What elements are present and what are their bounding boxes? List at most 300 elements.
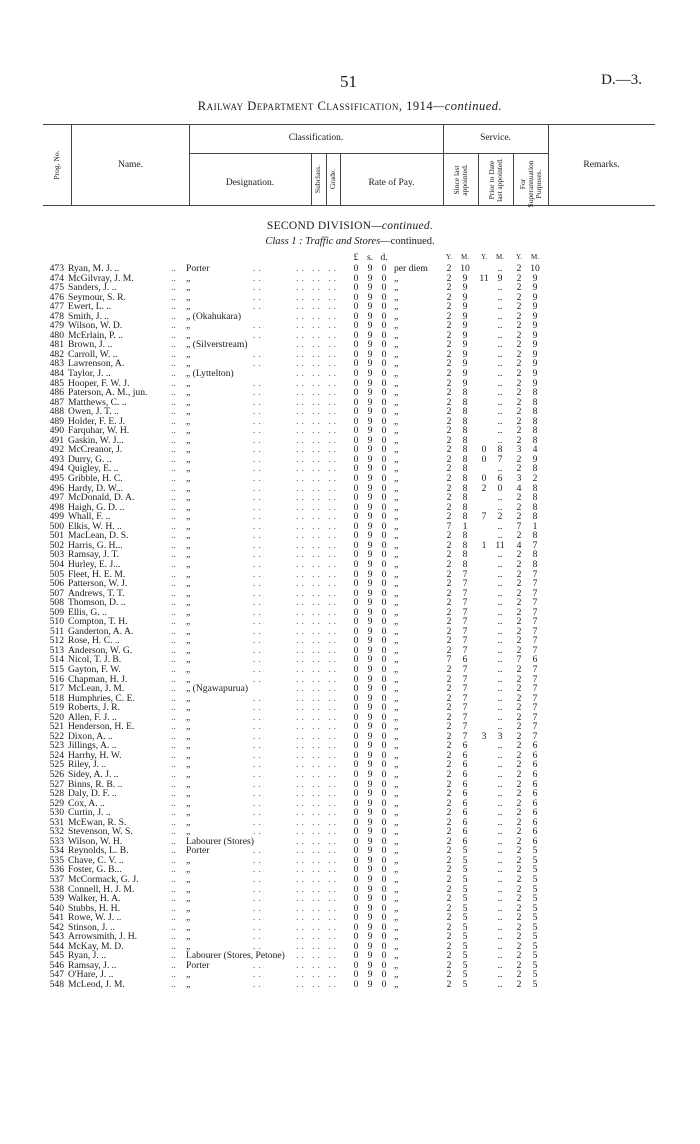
since-months: 8: [462, 406, 468, 418]
since-months: 6: [462, 778, 468, 790]
since-years: 2: [446, 749, 452, 761]
prior-months: 2: [497, 511, 503, 523]
since-months: 7: [462, 683, 468, 695]
designation: „: [186, 348, 191, 360]
pay-pence: 0: [381, 673, 387, 685]
pay-shillings: 9: [367, 874, 373, 885]
pay-pounds: 0: [353, 368, 359, 380]
leader-dots: .. .. ..: [296, 663, 340, 675]
leader-dots: ..: [171, 387, 176, 399]
employee-name: Connell, H. J. M.: [68, 883, 135, 895]
leader-dots: .. .. ..: [296, 320, 340, 332]
super-months: 9: [532, 291, 538, 303]
pay-pence: 0: [381, 931, 387, 943]
prog-no: 488: [49, 406, 64, 418]
leader-dots: ..: [253, 816, 264, 828]
super-years: 2: [516, 463, 522, 475]
leader-dots: .. .. ..: [296, 463, 340, 475]
pay-shillings: 9: [367, 539, 373, 551]
prog-no: 522: [49, 730, 64, 742]
pay-shillings: 9: [367, 482, 373, 494]
since-months: 7: [462, 692, 468, 704]
pay-shillings: 9: [367, 406, 373, 418]
prior-months: ..: [497, 768, 503, 780]
leader-dots: ..: [171, 635, 176, 647]
employee-name: Elkis, W. H. ..: [68, 520, 122, 532]
since-months: 5: [462, 940, 468, 952]
pay-pence: 0: [381, 969, 387, 981]
super-months: 8: [532, 406, 538, 418]
superannuation-header: For Superannuation Purposes.: [518, 160, 543, 208]
prog-no: 547: [49, 969, 64, 981]
pay-shillings: 9: [367, 807, 373, 819]
leader-dots: ..: [253, 778, 264, 790]
designation: „: [186, 425, 191, 437]
pay-pence: 0: [381, 845, 387, 857]
leader-dots: ..: [171, 740, 176, 752]
super-years: 2: [516, 377, 522, 389]
prior-months: ..: [497, 434, 503, 446]
pay-pounds: 0: [353, 797, 359, 809]
super-years: 2: [516, 893, 522, 905]
since-years: 2: [446, 663, 452, 675]
pay-pence: 0: [381, 578, 387, 590]
leader-dots: ..: [253, 282, 264, 294]
super-years: 2: [516, 453, 522, 465]
super-months: 8: [532, 501, 538, 513]
since-months: 9: [462, 368, 468, 380]
super-months: 5: [532, 979, 538, 991]
since-months: 8: [462, 558, 468, 570]
pay-period: „: [394, 854, 399, 866]
designation: „: [186, 711, 191, 723]
pay-pounds: 0: [353, 558, 359, 570]
super-years: 2: [516, 578, 522, 590]
pay-pence: 0: [381, 587, 387, 599]
pay-period: „: [394, 310, 399, 322]
leader-dots: ..: [171, 415, 176, 427]
employee-name: Matthews, C. ..: [68, 396, 127, 408]
since-years: 2: [446, 348, 452, 360]
pay-shillings: 9: [367, 272, 373, 284]
super-months: 6: [532, 788, 538, 800]
pay-shillings: 9: [367, 673, 373, 685]
employee-name: Thomson, D. ..: [68, 597, 126, 609]
pay-pounds: 0: [353, 425, 359, 437]
pay-period: „: [394, 912, 399, 924]
since-years: 2: [446, 434, 452, 446]
leader-dots: ..: [171, 434, 176, 446]
prior-months: ..: [497, 387, 503, 399]
since-years: 2: [446, 797, 452, 809]
pay-pounds: 0: [353, 788, 359, 800]
pay-period: „: [394, 358, 399, 370]
prior-months: ..: [497, 940, 503, 952]
pay-pounds: 0: [353, 530, 359, 542]
designation: „: [186, 902, 191, 914]
division-name: SECOND DIVISION: [266, 220, 372, 232]
pay-period: „: [394, 425, 399, 437]
since-years: 7: [446, 654, 452, 666]
leader-dots: .. .. ..: [296, 339, 340, 351]
leader-dots: ..: [171, 644, 176, 656]
unit-months-prior: M.: [496, 253, 504, 261]
employee-name: Owen, J. T. ..: [68, 406, 119, 418]
since-years: 2: [446, 482, 452, 494]
designation: „: [186, 473, 191, 485]
leader-dots: .. .. ..: [296, 692, 340, 704]
prior-months: ..: [497, 797, 503, 809]
super-years: 2: [516, 721, 522, 733]
prior-months: 6: [497, 473, 503, 485]
since-months: 8: [462, 492, 468, 504]
leader-dots: ..: [171, 473, 176, 485]
pay-pence: 0: [381, 702, 387, 714]
pay-pence: 0: [381, 816, 387, 828]
super-months: 7: [532, 539, 538, 551]
leader-dots: ..: [171, 530, 176, 542]
pay-period: „: [394, 291, 399, 303]
super-months: 5: [532, 893, 538, 905]
pay-period: „: [394, 406, 399, 418]
since-months: 6: [462, 797, 468, 809]
prior-months: ..: [497, 606, 503, 618]
leader-dots: .. .. ..: [296, 501, 340, 513]
pay-pence: 0: [381, 263, 387, 274]
pay-pence: 0: [381, 654, 387, 666]
pay-pounds: 0: [353, 473, 359, 485]
prog-no: 502: [49, 539, 64, 551]
leader-dots: ..: [171, 835, 176, 847]
leader-dots: ..: [171, 711, 176, 723]
pay-pounds: 0: [353, 568, 359, 580]
designation: „: [186, 291, 191, 303]
prior-months: ..: [497, 835, 503, 847]
prior-months: ..: [497, 893, 503, 905]
pay-pounds: 0: [353, 979, 359, 991]
pay-shillings: 9: [367, 320, 373, 332]
pay-shillings: 9: [367, 549, 373, 561]
leader-dots: ..: [253, 539, 264, 551]
page-title: [0, 99, 700, 114]
pay-pence: 0: [381, 511, 387, 523]
prog-no: 530: [49, 807, 64, 819]
prior-months: ..: [497, 931, 503, 943]
employee-name: McLean, J. M.: [68, 683, 125, 695]
prog-no: 492: [49, 444, 64, 456]
designation: „: [186, 673, 191, 685]
pay-period: „: [394, 902, 399, 914]
since-months: 6: [462, 807, 468, 819]
super-years: 2: [516, 788, 522, 800]
employee-name: Brown, J. ..: [68, 339, 113, 351]
pay-pounds: 0: [353, 721, 359, 733]
super-months: 7: [532, 692, 538, 704]
leader-dots: ..: [171, 683, 176, 695]
leader-dots: ..: [253, 549, 264, 561]
pay-pence: 0: [381, 606, 387, 618]
prog-no: 493: [49, 453, 64, 465]
leader-dots: ..: [253, 893, 264, 905]
super-years: 2: [516, 501, 522, 513]
unit-pence: d.: [380, 253, 388, 263]
prior-months: 11: [495, 539, 505, 551]
leader-dots: ..: [253, 912, 264, 924]
pay-pence: 0: [381, 358, 387, 370]
pay-pounds: 0: [353, 310, 359, 322]
leader-dots: .. .. ..: [296, 539, 340, 551]
leader-dots: .. .. ..: [296, 511, 340, 523]
leader-dots: ..: [171, 282, 176, 294]
prog-no: 497: [49, 492, 64, 504]
prog-no: 543: [49, 931, 64, 943]
prog-no: 494: [49, 463, 64, 475]
prog-no: 535: [49, 854, 64, 866]
employee-name: Arrowsmith, J. H.: [68, 931, 138, 943]
leader-dots: ..: [171, 578, 176, 590]
super-months: 8: [532, 434, 538, 446]
leader-dots: ..: [171, 587, 176, 599]
pay-pence: 0: [381, 902, 387, 914]
pay-period: „: [394, 740, 399, 752]
leader-dots: .. .. ..: [296, 768, 340, 780]
employee-name: McCreanor, J.: [68, 444, 123, 456]
leader-dots: ..: [253, 711, 264, 723]
prior-months: 9: [497, 272, 503, 284]
super-years: 2: [516, 759, 522, 771]
pay-shillings: 9: [367, 310, 373, 322]
employee-name: O'Hare, J. ..: [68, 969, 114, 981]
pay-pounds: 0: [353, 683, 359, 695]
employee-name: Stinson, J. ..: [68, 921, 115, 933]
page-number: 51: [340, 72, 357, 91]
prog-no: 524: [49, 749, 64, 761]
leader-dots: ..: [171, 673, 176, 685]
leader-dots: ..: [171, 406, 176, 418]
prior-months: ..: [497, 530, 503, 542]
leader-dots: .. .. ..: [296, 835, 340, 847]
super-years: 2: [516, 282, 522, 294]
pay-shillings: 9: [367, 415, 373, 427]
prog-no: 481: [49, 339, 64, 351]
super-months: 9: [532, 377, 538, 389]
employee-name: Sanders, J. ..: [68, 282, 117, 294]
employee-name: Dixon, A. ..: [68, 730, 113, 742]
pay-period: „: [394, 835, 399, 847]
designation: „: [186, 874, 191, 885]
class-prefix: Class 1 :: [265, 236, 303, 247]
super-months: 5: [532, 864, 538, 876]
pay-pence: 0: [381, 291, 387, 303]
since-months: 5: [462, 950, 468, 962]
leader-dots: ..: [253, 654, 264, 666]
super-months: 9: [532, 453, 538, 465]
pay-shillings: 9: [367, 788, 373, 800]
super-years: 2: [516, 320, 522, 332]
pay-shillings: 9: [367, 425, 373, 437]
super-months: 5: [532, 959, 538, 971]
pay-pence: 0: [381, 749, 387, 761]
employee-name: Binns, R. B. ..: [68, 778, 123, 790]
super-years: 2: [516, 301, 522, 313]
employee-name: Andrews, T. T.: [68, 587, 125, 599]
pay-shillings: 9: [367, 434, 373, 446]
classification-header: Classification.: [288, 133, 344, 143]
since-months: 6: [462, 788, 468, 800]
leader-dots: ..: [171, 902, 176, 914]
pay-period: „: [394, 272, 399, 284]
super-years: 2: [516, 673, 522, 685]
super-months: 5: [532, 931, 538, 943]
since-months: 5: [462, 912, 468, 924]
prog-no: 518: [49, 692, 64, 704]
designation: „: [186, 444, 191, 456]
designation: „: [186, 520, 191, 532]
pay-shillings: 9: [367, 768, 373, 780]
pay-pence: 0: [381, 692, 387, 704]
prog-no: 539: [49, 893, 64, 905]
pay-period: „: [394, 329, 399, 341]
leader-dots: .. .. ..: [296, 368, 340, 380]
employee-name: Rose, H. C. ..: [68, 635, 120, 647]
pay-period: „: [394, 654, 399, 666]
prior-months: ..: [497, 692, 503, 704]
pay-pounds: 0: [353, 912, 359, 924]
since-months: 5: [462, 874, 468, 885]
pay-shillings: 9: [367, 339, 373, 351]
employee-name: Sidey, A. J. ..: [68, 768, 119, 780]
since-months: 7: [462, 616, 468, 628]
prog-no: 487: [49, 396, 64, 408]
super-months: 6: [532, 778, 538, 790]
since-years: 2: [446, 358, 452, 370]
prior-months: ..: [497, 902, 503, 914]
leader-dots: .. .. ..: [296, 329, 340, 341]
pay-pence: 0: [381, 339, 387, 351]
leader-dots: .. .. ..: [296, 358, 340, 370]
leader-dots: ..: [253, 959, 264, 971]
designation: „: [186, 663, 191, 675]
designation: Labourer (Stores): [186, 835, 254, 847]
prog-no: 505: [49, 568, 64, 580]
leader-dots: ..: [253, 663, 264, 675]
pay-period: „: [394, 396, 399, 408]
designation: „ (Okahukara): [186, 310, 242, 322]
since-months: 9: [462, 301, 468, 313]
designation: „: [186, 301, 191, 313]
super-years: 7: [516, 520, 522, 532]
prior-months: 3: [497, 730, 503, 742]
employee-name: Quigley, E. ..: [68, 463, 119, 475]
pay-period: „: [394, 320, 399, 332]
prior-months: ..: [497, 492, 503, 504]
since-months: 8: [462, 434, 468, 446]
pay-pence: 0: [381, 282, 387, 294]
super-years: 2: [516, 387, 522, 399]
super-years: 2: [516, 644, 522, 656]
since-last-header: Since last appointed.: [452, 164, 469, 196]
prior-months: ..: [497, 578, 503, 590]
leader-dots: ..: [253, 291, 264, 303]
leader-dots: ..: [171, 310, 176, 322]
pay-pence: 0: [381, 893, 387, 905]
designation: „: [186, 587, 191, 599]
pay-pence: 0: [381, 329, 387, 341]
since-months: 9: [462, 358, 468, 370]
employee-name: Holder, F. E. J.: [68, 415, 126, 427]
prog-no: 485: [49, 377, 64, 389]
pay-pence: 0: [381, 320, 387, 332]
leader-dots: ..: [253, 453, 264, 465]
since-years: 2: [446, 578, 452, 590]
pay-pounds: 0: [353, 520, 359, 532]
prog-no: 533: [49, 835, 64, 847]
super-years: 2: [516, 291, 522, 303]
since-months: 8: [462, 530, 468, 542]
leader-dots: ..: [171, 654, 176, 666]
pay-period: „: [394, 940, 399, 952]
leader-dots: ..: [171, 301, 176, 313]
prior-months: ..: [497, 358, 503, 370]
pay-pounds: 0: [353, 272, 359, 284]
since-months: 9: [462, 377, 468, 389]
since-years: 2: [446, 463, 452, 475]
pay-period: „: [394, 673, 399, 685]
pay-period: „: [394, 845, 399, 857]
pay-period: „: [394, 874, 399, 885]
employee-name: McGilvray, J. M.: [68, 272, 134, 284]
super-years: 2: [516, 912, 522, 924]
super-years: 2: [516, 406, 522, 418]
prog-no: 473: [49, 263, 64, 274]
prior-months: ..: [497, 663, 503, 675]
super-years: 2: [516, 969, 522, 981]
super-months: 7: [532, 673, 538, 685]
since-months: 6: [462, 654, 468, 666]
designation: „: [186, 415, 191, 427]
prog-no: 486: [49, 387, 64, 399]
since-years: 2: [446, 835, 452, 847]
since-months: 7: [462, 597, 468, 609]
pay-shillings: 9: [367, 845, 373, 857]
super-months: 8: [532, 387, 538, 399]
super-months: 5: [532, 969, 538, 981]
super-years: 2: [516, 826, 522, 838]
since-months: 8: [462, 501, 468, 513]
since-years: 2: [446, 864, 452, 876]
super-years: 2: [516, 492, 522, 504]
leader-dots: .. .. ..: [296, 406, 340, 418]
leader-dots: ..: [253, 788, 264, 800]
since-months: 8: [462, 387, 468, 399]
prog-no: 483: [49, 358, 64, 370]
leader-dots: .. .. ..: [296, 778, 340, 790]
designation: „: [186, 807, 191, 819]
designation: „: [186, 463, 191, 475]
super-years: 2: [516, 940, 522, 952]
designation: „: [186, 912, 191, 924]
employee-name: Paterson, A. M., jun.: [68, 387, 148, 399]
designation: „: [186, 453, 191, 465]
designation: Porter: [186, 263, 210, 274]
since-years: 2: [446, 625, 452, 637]
pay-period: „: [394, 463, 399, 475]
super-months: 7: [532, 578, 538, 590]
super-months: 9: [532, 310, 538, 322]
designation: „: [186, 778, 191, 790]
super-years: 2: [516, 864, 522, 876]
pay-pence: 0: [381, 912, 387, 924]
